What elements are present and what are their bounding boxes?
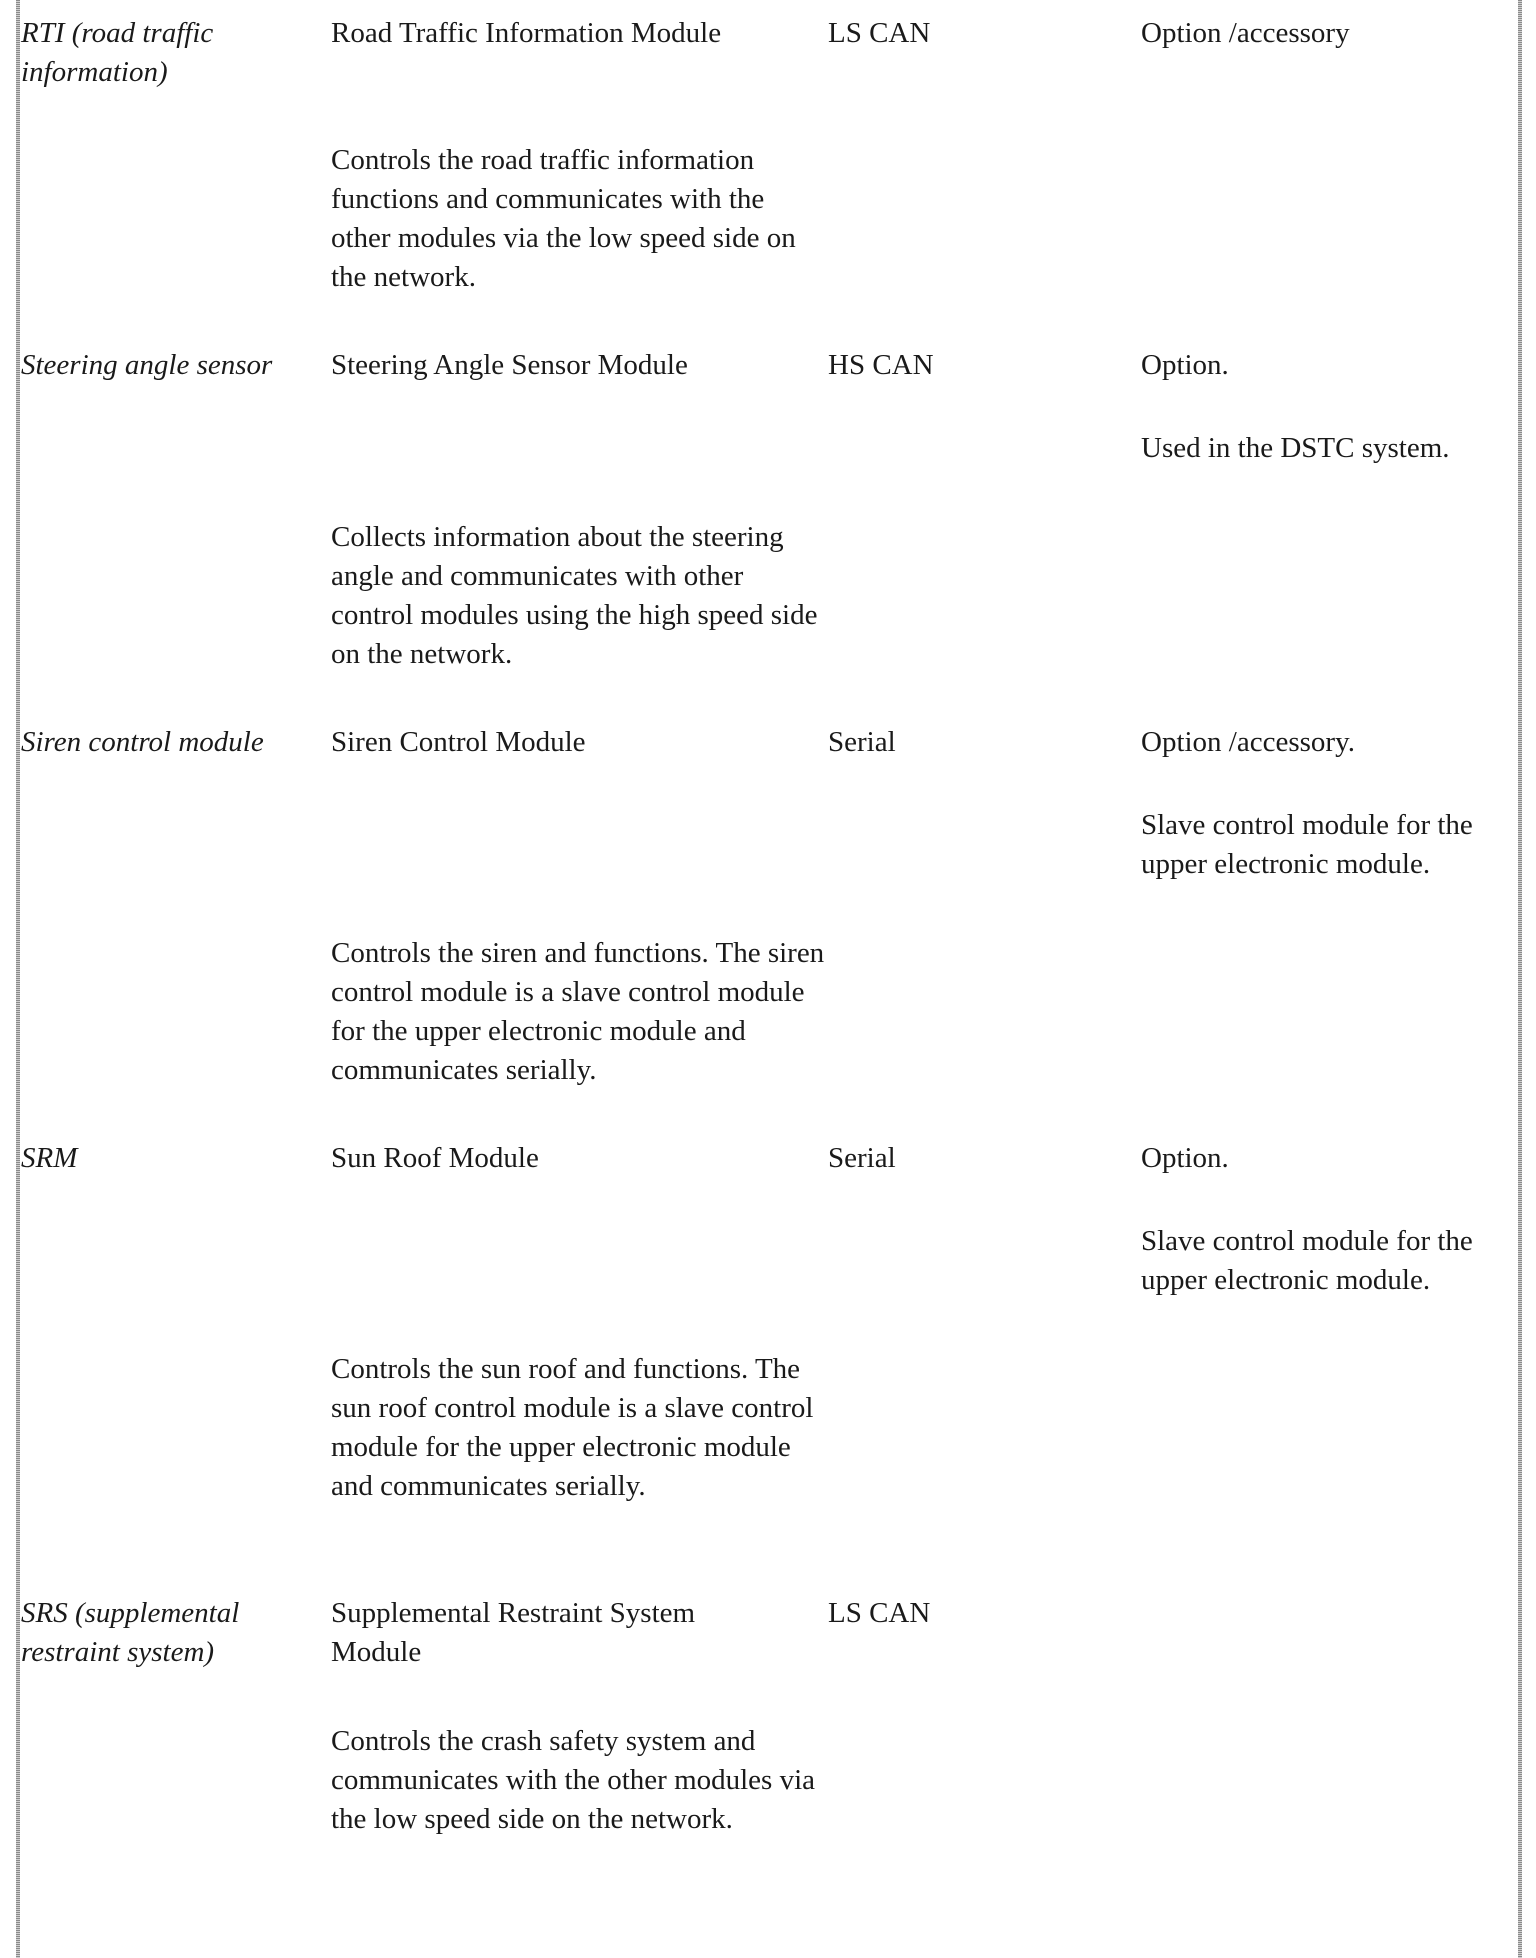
term-cell: Steering angle sensor (21, 349, 273, 381)
left-border (16, 0, 20, 1958)
description-cell: Controls the road traffic information functions and communicates with the other modules via the low speed side on the network. (331, 144, 796, 293)
description-cell: Controls the siren and functions. The siren control module is a slave control module for the upper electronic module and communicates serially. (331, 937, 825, 1086)
bus-type-cell: LS CAN (828, 1597, 931, 1629)
term-cell: RTI (road traffic information) (21, 17, 214, 88)
note-text: Slave control module for the upper electronic module. (1141, 1225, 1473, 1296)
note-text: Option /accessory (1141, 17, 1350, 49)
bus-type-cell: LS CAN (828, 17, 931, 49)
term-cell: SRS (supplemental restraint system) (21, 1597, 240, 1668)
note-text: Option. (1141, 349, 1229, 381)
module-name-cell: Supplemental Restraint System Module (331, 1597, 696, 1668)
note-text: Slave control module for the upper electronic module. (1141, 809, 1473, 880)
module-name-cell: Sun Roof Module (331, 1142, 539, 1174)
term-cell: Siren control module (21, 726, 264, 758)
note-text: Used in the DSTC system. (1141, 432, 1450, 464)
description-cell: Collects information about the steering angle and communicates with other control modules using the high speed side on the network. (331, 521, 818, 670)
note-text: Option. (1141, 1142, 1229, 1174)
module-name-cell: Steering Angle Sensor Module (331, 349, 688, 381)
note-text: Option /accessory. (1141, 726, 1355, 758)
description-cell: Controls the sun roof and functions. The sun roof control module is a slave control module for the upper electronic module and communicates serially. (331, 1353, 814, 1502)
bus-type-cell: HS CAN (828, 349, 934, 381)
module-name-cell: Siren Control Module (331, 726, 586, 758)
right-border (1518, 0, 1522, 1958)
module-name-cell: Road Traffic Information Module (331, 17, 722, 49)
bus-type-cell: Serial (828, 1142, 896, 1174)
description-cell: Controls the crash safety system and communicates with the other modules via the low speed side on the network. (331, 1725, 816, 1835)
bus-type-cell: Serial (828, 726, 896, 758)
term-cell: SRM (21, 1142, 78, 1174)
